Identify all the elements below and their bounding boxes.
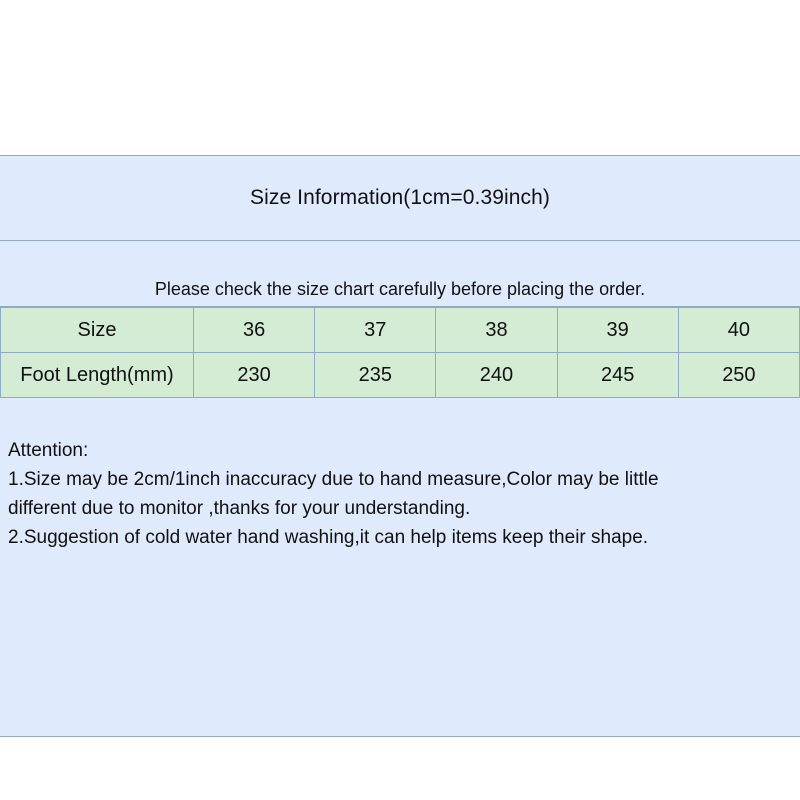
table-cell: 40 <box>678 308 799 353</box>
table-cell: 240 <box>436 353 557 398</box>
attention-line: different due to monitor ,thanks for your understanding. <box>8 498 471 519</box>
title-band <box>0 156 800 241</box>
attention-line: 1.Size may be 2cm/1inch inaccuracy due to hand measure,Color may be little <box>8 469 659 490</box>
table-row-header: Foot Length(mm) <box>1 353 194 398</box>
table-cell: 36 <box>194 308 315 353</box>
notice-text: Please check the size chart carefully before placing the order. <box>154 279 646 299</box>
table-cell: 235 <box>315 353 436 398</box>
size-table <box>0 307 800 398</box>
table-row <box>1 308 800 353</box>
table-cell: 37 <box>315 308 436 353</box>
table-cell: 39 <box>557 308 678 353</box>
table-cell: 245 <box>557 353 678 398</box>
table-cell: 230 <box>194 353 315 398</box>
notice-band <box>0 241 800 307</box>
page-title: Size Information(1cm=0.39inch) <box>249 186 551 209</box>
size-information-card <box>0 155 800 737</box>
table-cell: 38 <box>436 308 557 353</box>
table-row-header: Size <box>1 308 194 353</box>
attention-line: 2.Suggestion of cold water hand washing,it can help items keep their shape. <box>8 527 649 548</box>
table-cell: 250 <box>678 353 799 398</box>
attention-heading: Attention: <box>8 440 89 461</box>
attention-band <box>0 398 800 616</box>
table-row <box>1 353 800 398</box>
bottom-spacer <box>0 616 800 736</box>
